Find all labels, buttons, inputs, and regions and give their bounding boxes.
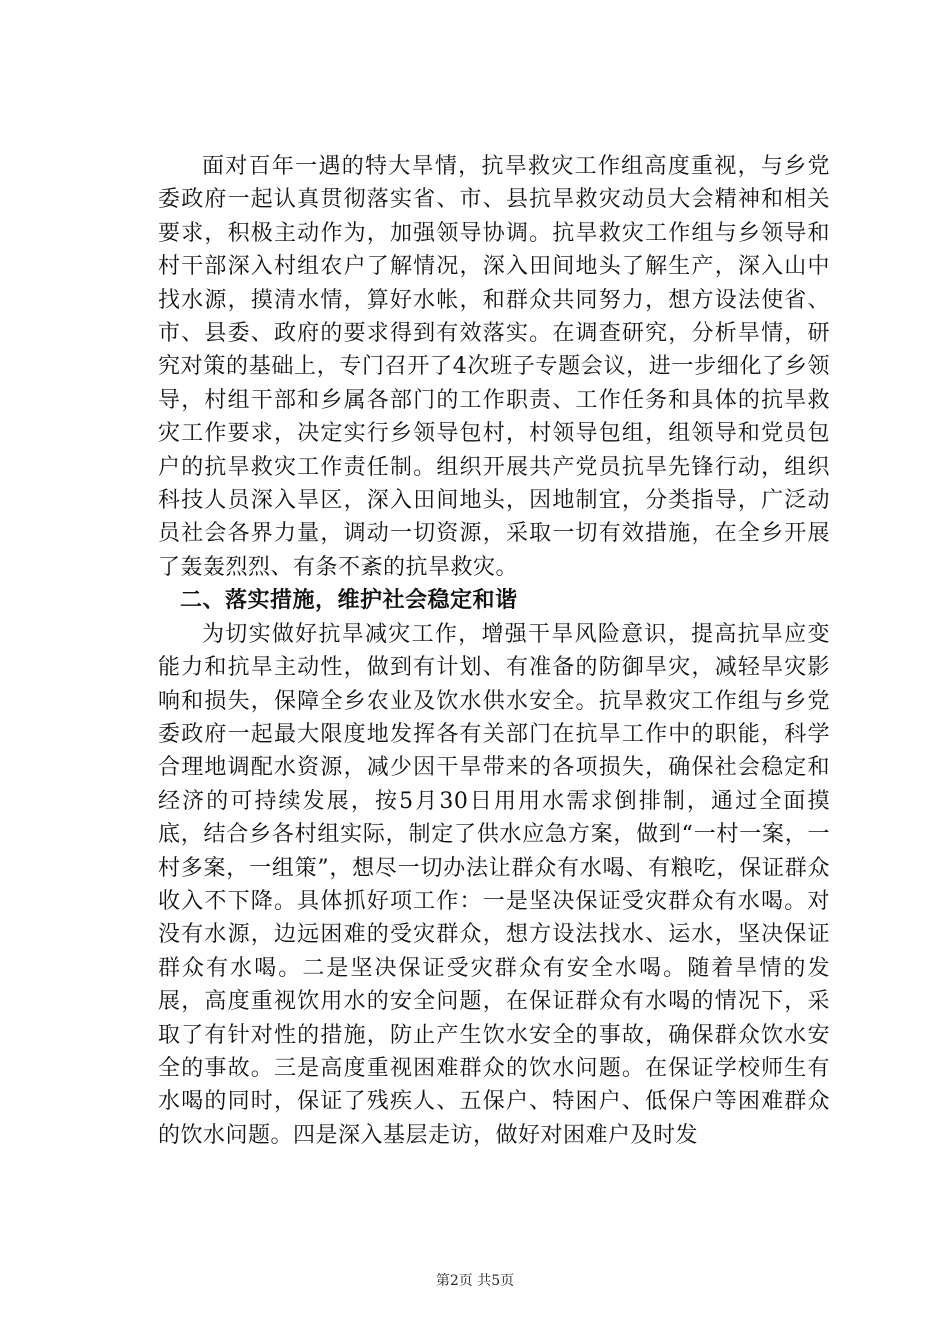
body-paragraph: 为切实做好抗旱减灾工作，增强干旱风险意识，提高抗旱应变能力和抗旱主动性，做到有计划、有准备的防御旱灾，减轻旱灾影响和损失，保障全乡农业及饮水供水安全。抗旱救灾工作组与乡党委政府一起最大限度地发挥各有关部门在抗旱工作中的职能，科学合理地调配水资源，减少因干旱带来的各项损失，确保社会稳定和经济的可持续发展，按5月30日用用水需求倒排制，通过全面摸底，结合乡各村组实际，制定了供水应急方案，做到“一村一案，一村多案，一组策”，想尽一切办法让群众有水喝、有粮吃，保证群众收入不下降。具体抓好项工作：一是坚决保证受灾群众有水喝。对没有水源，边远困难的受灾群众，想方设法找水、运水，坚决保证群众有水喝。二是坚决保证受灾群众有安全水喝。随着旱情的发展，高度重视饮用水的安全问题，在保证群众有水喝的情况下，采取了有针对性的措施，防止产生饮水安全的事故，确保群众饮水安全的事故。三是高度重视困难群众的饮水问题。在保证学校师生有水喝的同时，保证了残疾人、五保户、特困户、低保户等困难群众的饮水问题。四是深入基层走访，做好对困难户及时发 xyxy=(158,621,830,1148)
body-paragraph: 面对百年一遇的特大旱情，抗旱救灾工作组高度重视，与乡党委政府一起认真贯彻落实省、市、县抗旱救灾动员大会精神和相关要求，积极主动作为，加强领导协调。抗旱救灾工作组与乡领导和村干部深入村组农户了解情况，深入田间地头了解生产，深入山中找水源，摸清水情，算好水帐，和群众共同努力，想方设法使省、市、县委、政府的要求得到有效落实。在调查研究，分析旱情，研究对策的基础上，专门召开了4次班子专题会议，进一步细化了乡领导，村组干部和乡属各部门的工作职责、工作任务和具体的抗旱救灾工作要求，决定实行乡领导包村，村领导包组，组领导和党员包户的抗旱救灾工作责任制。组织开展共产党员抗旱先锋行动，组织科技人员深入旱区，深入田间地头，因地制宜，分类指导，广泛动员社会各界力量，调动一切资源，采取一切有效措施，在全乡开展了轰轰烈烈、有条不紊的抗旱救灾。 xyxy=(158,154,830,580)
section-heading: 二、落实措施，维护社会稳定和谐 xyxy=(180,588,518,614)
page-number: 第2页 共5页 xyxy=(435,1273,515,1289)
page-footer xyxy=(0,1270,950,1290)
document-body xyxy=(158,150,830,1152)
